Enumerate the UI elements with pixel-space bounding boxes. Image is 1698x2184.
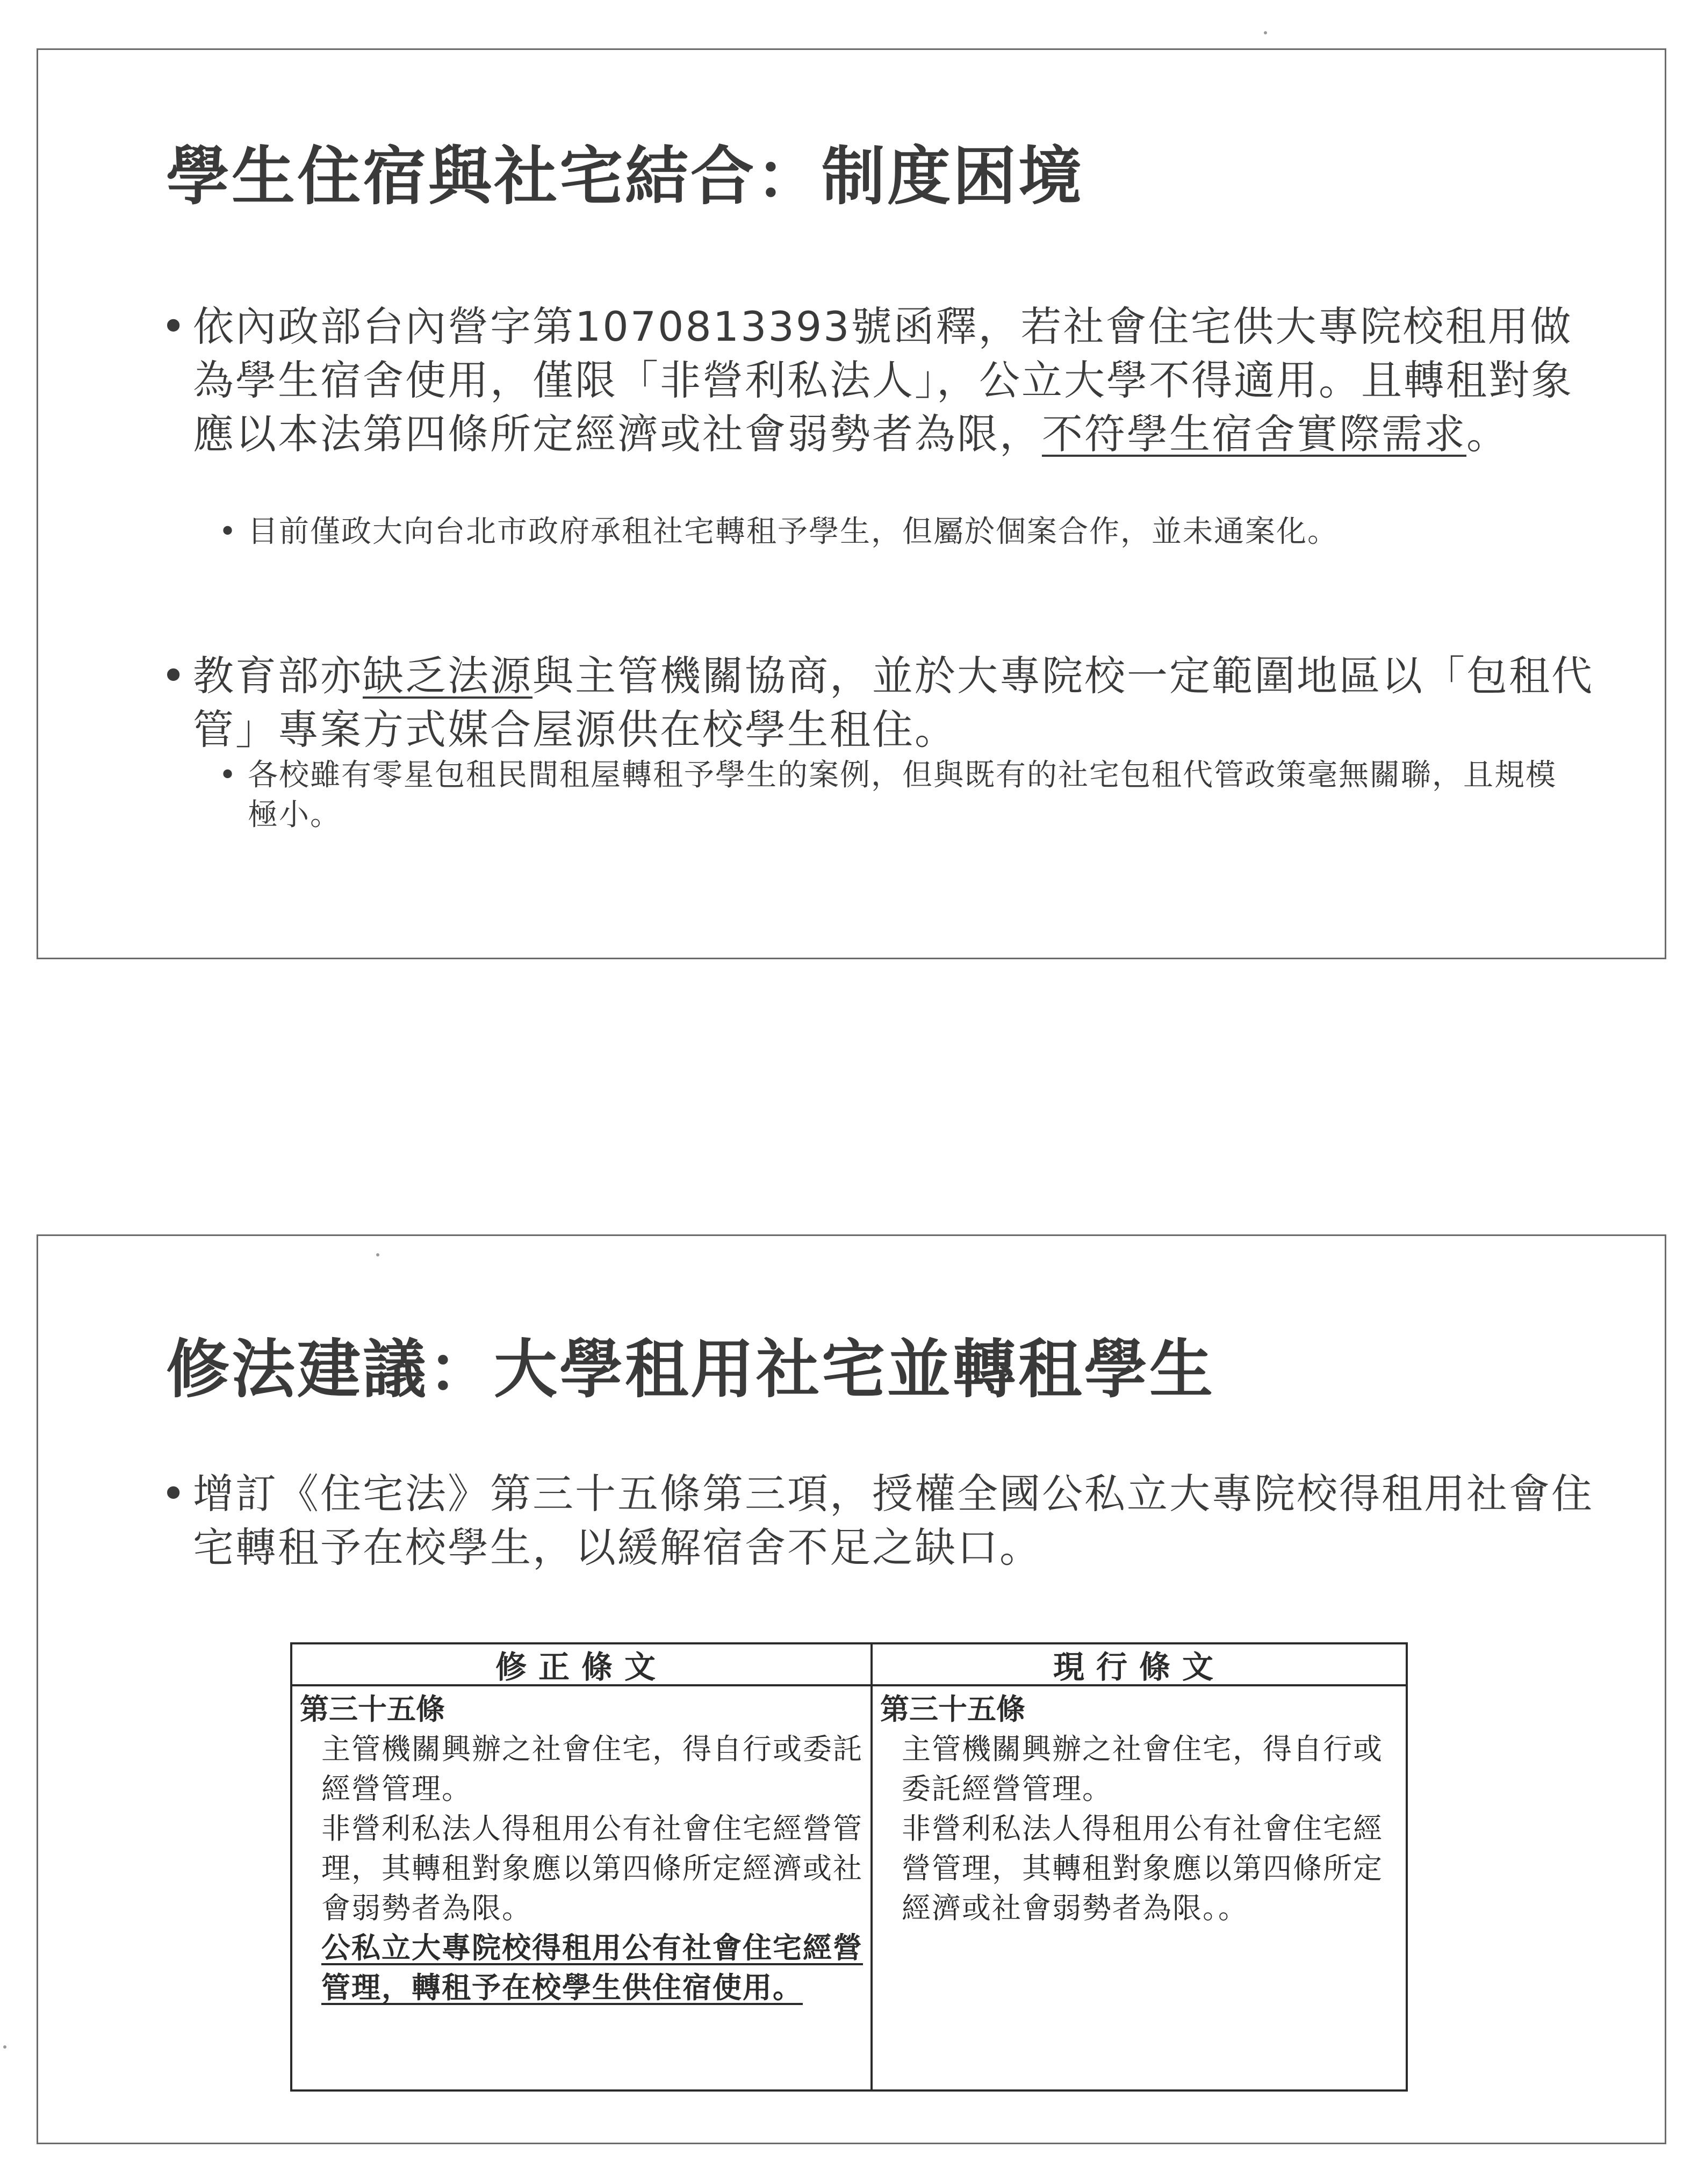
article-comparison-table [290,1642,1408,2092]
bullet-dot: • [161,1469,186,1519]
bullet-text [193,649,1601,757]
paragraph-1: 主管機關興辦之社會住宅，得自行或委託經營管理。 [321,1732,863,1806]
bullet-dot: • [161,301,186,351]
scan-speck [376,1253,379,1256]
paragraph-1: 主管機關興辦之社會住宅，得自行或委託經營管理。 [902,1732,1383,1806]
paragraph-3-new [321,1928,863,2008]
slide-institutional-dilemma [37,48,1666,959]
cell-current-article [873,1686,1406,2089]
new-paragraph-text: 公私立大專院校得租用公有社會住宅經營管理，轉租予在校學生供住宿使用。 [321,1931,863,2005]
sub-bullet-text: 目前僅政大向台北市政府承租社宅轉租予學生，但屬於個案合作，並未通案化。 [248,514,1339,549]
bullet-moi-interpretation [161,300,1601,461]
bullet-text: 增訂《住宅法》第三十五條第三項，授權全國公私立大專院校得租用社會住宅轉租予在校學生，以緩解宿舍不足之缺口。 [193,1470,1594,1571]
bullet-text-part: 教育部亦 [193,652,363,700]
bullet-text-part: 。 [1466,410,1509,458]
scan-speck [1264,31,1267,34]
article-number: 第三十五條 [300,1692,445,1726]
bullet-moe-legal-basis [161,649,1601,757]
bullet-dot: • [161,651,186,701]
bullet-text [193,300,1601,461]
sub-bullet-nccu-case [219,512,1627,552]
slide2-title: 修法建議：大學租用社宅並轉租學生 [166,1332,1215,1406]
underlined-phrase: 缺乏法源 [363,652,533,700]
article-number: 第三十五條 [880,1692,1025,1726]
header-current-article: 現行條文 [873,1644,1406,1686]
sub-bullet-dot: • [219,514,237,549]
bullet-amendment [161,1467,1611,1575]
slide-amendment-proposal [37,1234,1666,2144]
sub-bullet-sublease-cases [219,756,1573,835]
underlined-phrase: 不符學生宿舍實際需求 [1042,410,1466,458]
bullet-text-part: 與主管機關協商，並於大專院校一定範圍地區以「包租代管」專案方式媒合屋源供在校學生租住。 [193,652,1594,753]
sub-bullet-text: 各校雖有零星包租民間租屋轉租予學生的案例，但與既有的社宅包租代管政策毫無關聯，且規模極小。 [248,758,1557,832]
scan-speck [3,2045,6,2049]
sub-bullet-dot: • [219,758,237,793]
slide1-title: 學生住宿與社宅結合：制度困境 [166,139,1084,213]
header-amended-article: 修正條文 [292,1644,873,1686]
bullet-text-part: 依內政部台內營字第1070813393號函釋，若社會住宅供大專院校租用做為學生宿舍使用，僅限「非營利私法人」，公立大學不得適用。且轉租對象應以本法第四條所定經濟或社會弱勢者為限， [193,303,1573,458]
cell-amended-article [292,1686,873,2089]
paragraph-2: 非營利私法人得租用公有社會住宅經營管理，其轉租對象應以第四條所定經濟或社會弱勢者為限。。 [902,1812,1383,1925]
paragraph-2: 非營利私法人得租用公有社會住宅經營管理，其轉租對象應以第四條所定經濟或社會弱勢者為限。 [321,1812,863,1925]
